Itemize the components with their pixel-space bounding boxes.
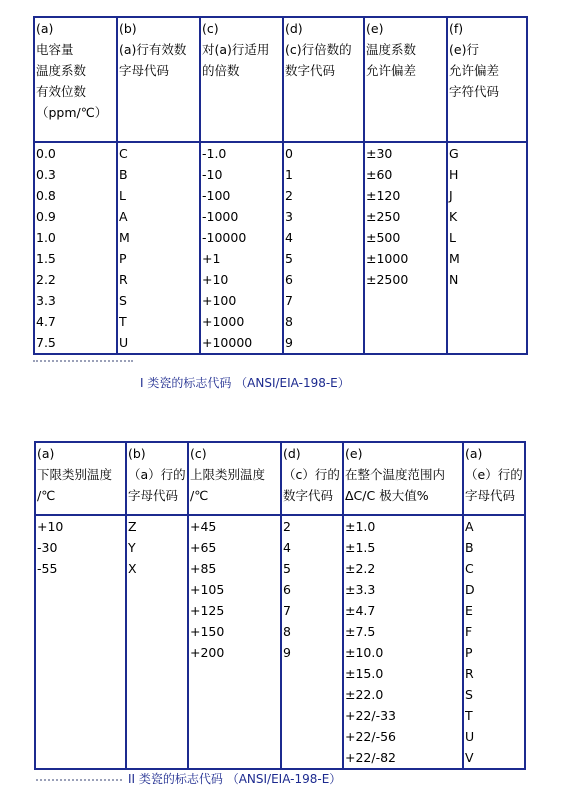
cell-value: 0.0 — [36, 146, 56, 161]
data-cell — [35, 515, 126, 769]
header-line: （a）行的 — [128, 467, 186, 482]
header-cell — [126, 442, 188, 515]
cell-value: +200 — [190, 645, 225, 660]
cell-value: 1.5 — [36, 251, 56, 266]
cell-value: ±3.3 — [345, 582, 376, 597]
header-line: 允许偏差 — [449, 63, 500, 78]
cell-value: U — [465, 729, 475, 744]
cell-value: 0 — [285, 146, 293, 161]
cell-value: ±30 — [366, 146, 393, 161]
cell-value: D — [465, 582, 475, 597]
cell-value: ±4.7 — [345, 603, 376, 618]
header-line: （e）行的 — [465, 467, 523, 482]
cell-value: 6 — [285, 272, 293, 287]
cell-value: 5 — [283, 561, 291, 576]
header-line: 温度系数 — [36, 63, 87, 78]
data-cell — [200, 142, 283, 354]
header-line: 电容量 — [36, 42, 74, 57]
header-line: (e) — [366, 21, 384, 36]
header-line: (b) — [119, 21, 137, 36]
data-cell — [447, 142, 527, 354]
cell-value: ±2500 — [366, 272, 409, 287]
cell-value: -55 — [37, 561, 58, 576]
cell-value: ±7.5 — [345, 624, 376, 639]
cell-value: +150 — [190, 624, 225, 639]
cell-value: -100 — [202, 188, 231, 203]
header-line: 下限类别温度 — [37, 467, 113, 482]
cell-value: A — [119, 209, 128, 224]
cell-value: ±1.5 — [345, 540, 376, 555]
cell-value: +22/-56 — [345, 729, 397, 744]
cell-value: P — [465, 645, 473, 660]
table2-caption: II 类瓷的标志代码 （ANSI/EIA-198-E） — [128, 772, 342, 786]
cell-value: 2.2 — [36, 272, 56, 287]
header-cell — [364, 17, 447, 142]
cell-value: 8 — [285, 314, 293, 329]
header-line: (d) — [283, 446, 301, 461]
data-cell — [126, 515, 188, 769]
cell-value: ±500 — [366, 230, 401, 245]
header-line: (d) — [285, 21, 303, 36]
header-line: /℃ — [190, 488, 209, 503]
cell-value: +10000 — [202, 335, 253, 350]
cell-value: M — [119, 230, 130, 245]
cell-value: 7.5 — [36, 335, 56, 350]
cell-value: F — [465, 624, 473, 639]
cell-value: +125 — [190, 603, 225, 618]
cell-value: B — [119, 167, 128, 182]
header-line: 数字代码 — [283, 488, 334, 503]
header-cell — [283, 17, 364, 142]
cell-value: U — [119, 335, 129, 350]
header-line: 对(a)行适用 — [202, 42, 270, 57]
table-header-row — [35, 442, 525, 515]
cell-value: -1.0 — [202, 146, 227, 161]
cell-value: ±60 — [366, 167, 393, 182]
header-line: 字母代码 — [128, 488, 179, 503]
cell-value: 6 — [283, 582, 291, 597]
cell-value: 2 — [285, 188, 293, 203]
header-line: (a)行有效数 — [119, 42, 187, 57]
header-cell — [34, 17, 117, 142]
cell-value: 2 — [283, 519, 291, 534]
data-cell — [117, 142, 200, 354]
table-body-row — [34, 142, 527, 354]
header-line: 的倍数 — [202, 63, 240, 78]
cell-value: 8 — [283, 624, 291, 639]
cell-value: T — [465, 708, 473, 723]
header-line: (a) — [36, 21, 54, 36]
data-cell — [188, 515, 281, 769]
cell-value: 7 — [283, 603, 291, 618]
cell-value: 3 — [285, 209, 293, 224]
header-line: (a) — [37, 446, 55, 461]
cell-value: ±10.0 — [345, 645, 384, 660]
table-body-row — [35, 515, 525, 769]
cell-value: 0.8 — [36, 188, 56, 203]
cell-value: N — [449, 272, 459, 287]
header-line: (b) — [128, 446, 146, 461]
cell-value: 9 — [285, 335, 293, 350]
cell-value: E — [465, 603, 473, 618]
header-line: (a) — [465, 446, 483, 461]
cell-value: 5 — [285, 251, 293, 266]
cell-value: L — [449, 230, 456, 245]
cell-value: -1000 — [202, 209, 239, 224]
cell-value: +10 — [37, 519, 64, 534]
cell-value: 4 — [285, 230, 293, 245]
data-cell — [283, 142, 364, 354]
cell-value: S — [465, 687, 473, 702]
cell-value: B — [465, 540, 474, 555]
cell-value: ±2.2 — [345, 561, 376, 576]
cell-value: ±250 — [366, 209, 401, 224]
cell-value: ±22.0 — [345, 687, 384, 702]
header-cell — [463, 442, 525, 515]
header-line: /℃ — [37, 488, 56, 503]
table-class1-codes — [33, 16, 528, 355]
cell-value: V — [465, 750, 474, 765]
header-cell — [35, 442, 126, 515]
cell-value: 4.7 — [36, 314, 56, 329]
data-cell — [34, 142, 117, 354]
cell-value: -10000 — [202, 230, 247, 245]
table1-caption: I 类瓷的标志代码 （ANSI/EIA-198-E） — [140, 376, 350, 390]
data-cell — [343, 515, 463, 769]
cell-value: +1000 — [202, 314, 245, 329]
header-line: 温度系数 — [366, 42, 417, 57]
cell-value: +85 — [190, 561, 217, 576]
cell-value: S — [119, 293, 127, 308]
cell-value: A — [465, 519, 474, 534]
cell-value: M — [449, 251, 460, 266]
header-line: （c）行的 — [283, 467, 340, 482]
header-line: 有效位数 — [36, 84, 87, 99]
header-cell — [188, 442, 281, 515]
cell-value: X — [128, 561, 137, 576]
header-cell — [200, 17, 283, 142]
cell-value: +105 — [190, 582, 225, 597]
cell-value: +22/-82 — [345, 750, 397, 765]
cell-value: P — [119, 251, 127, 266]
dotted-separator — [33, 360, 133, 362]
cell-value: 9 — [283, 645, 291, 660]
cell-value: 7 — [285, 293, 293, 308]
header-line: 字母代码 — [465, 488, 516, 503]
cell-value: +10 — [202, 272, 229, 287]
header-line: 数字代码 — [285, 63, 336, 78]
cell-value: -30 — [37, 540, 58, 555]
cell-value: G — [449, 146, 459, 161]
cell-value: +45 — [190, 519, 217, 534]
cell-value: ±1.0 — [345, 519, 376, 534]
cell-value: ±120 — [366, 188, 401, 203]
header-cell — [117, 17, 200, 142]
data-cell — [364, 142, 447, 354]
cell-value: Y — [128, 540, 136, 555]
header-line: 字符代码 — [449, 84, 500, 99]
dotted-separator — [36, 779, 122, 781]
data-cell — [281, 515, 343, 769]
header-line: (e)行 — [449, 42, 479, 57]
cell-value: -10 — [202, 167, 223, 182]
header-line: (c)行倍数的 — [285, 42, 352, 57]
cell-value: +65 — [190, 540, 217, 555]
header-line: （ppm/℃） — [36, 105, 108, 120]
cell-value: 0.3 — [36, 167, 56, 182]
header-line: (f) — [449, 21, 464, 36]
cell-value: L — [119, 188, 126, 203]
cell-value: H — [449, 167, 459, 182]
header-line: (c) — [190, 446, 207, 461]
table-header-row — [34, 17, 527, 142]
header-cell — [281, 442, 343, 515]
data-cell — [463, 515, 525, 769]
cell-value: Z — [128, 519, 137, 534]
header-line: (e) — [345, 446, 363, 461]
cell-value: ±1000 — [366, 251, 409, 266]
cell-value: +100 — [202, 293, 237, 308]
cell-value: R — [119, 272, 128, 287]
header-line: 允许偏差 — [366, 63, 417, 78]
header-cell — [343, 442, 463, 515]
header-line: 上限类别温度 — [190, 467, 266, 482]
header-line: (c) — [202, 21, 219, 36]
header-line: ΔC/C 极大值% — [345, 488, 429, 503]
cell-value: +1 — [202, 251, 221, 266]
table-class2-codes — [34, 441, 526, 770]
cell-value: C — [119, 146, 128, 161]
header-line: 在整个温度范围内 — [345, 467, 446, 482]
cell-value: J — [449, 188, 453, 203]
cell-value: 4 — [283, 540, 291, 555]
cell-value: 0.9 — [36, 209, 56, 224]
header-line: 字母代码 — [119, 63, 170, 78]
header-cell — [447, 17, 527, 142]
cell-value: 3.3 — [36, 293, 56, 308]
cell-value: +22/-33 — [345, 708, 397, 723]
cell-value: R — [465, 666, 474, 681]
cell-value: 1 — [285, 167, 293, 182]
cell-value: 1.0 — [36, 230, 56, 245]
cell-value: T — [119, 314, 127, 329]
cell-value: ±15.0 — [345, 666, 384, 681]
cell-value: C — [465, 561, 474, 576]
cell-value: K — [449, 209, 458, 224]
